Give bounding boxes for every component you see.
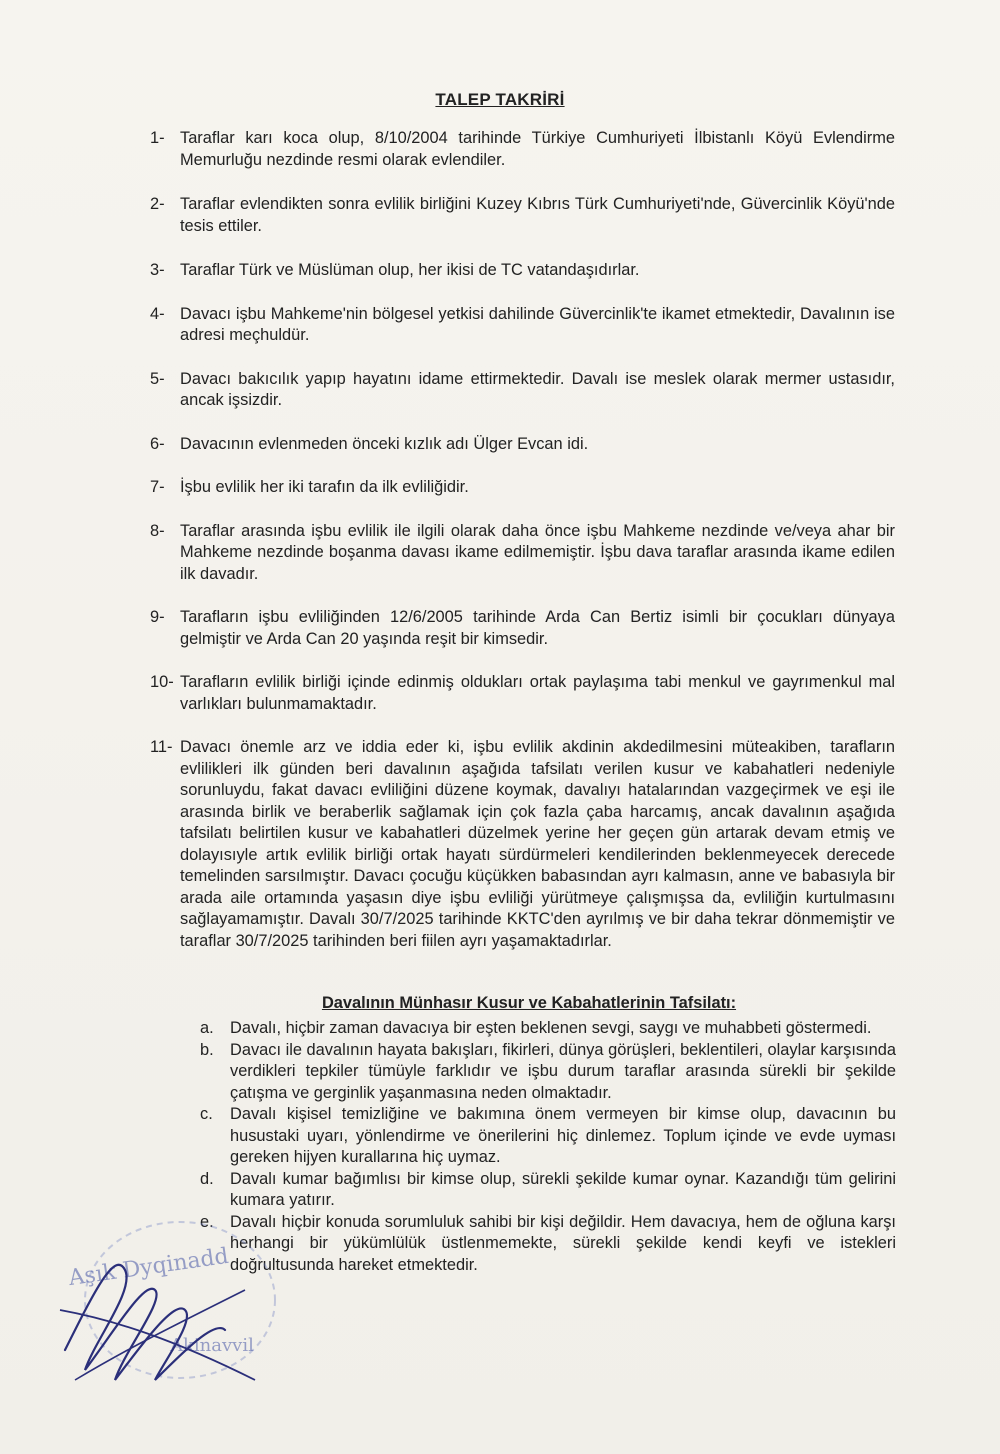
sub-item-letter: a. (200, 1019, 214, 1037)
section-heading: Davalının Münhasır Kusur ve Kabahatlerinin Tafsilatı: (321, 994, 737, 1012)
list-item (150, 369, 895, 412)
sub-item-text: Davalı hiçbir konuda sorumluluk sahibi bir kişi değildir. Hem davacıya, hem de oğluna karşı herhangi bir yükümlülük üstlenmemekte, sürekli şekilde kendi keyfi ve istekleri doğrultusunda hareket etmektedir. (230, 1212, 896, 1274)
item-number: 1- (150, 129, 165, 147)
item-text: Davacı önemle arz ve iddia eder ki, işbu evlilik akdinin akdedilmesini müteakiben, tarafların evlilikleri ilk günden beri davalının aşağıda tafsilatı verilen kusur ve kabahatleri nedeniyle sorunluydu, fakat davacı evliliğini düzene koymak, davalıyı hatalarından vazgeçirmek ve eşi ile arasında birlik ve beraberlik sağlamak için çok fazla çaba harcamış, ancak davalının aşağıda tafsilatı belirtilen kusur ve kabahatleri düzelmek yerine her geçen gün artarak devam etmiş ve dolayısıyle artık evlilik birliği ortak hayatı sürdürmeleri kendilerinden beklenmeyecek derecede temelinden sarsılmıştır. Davacı çocuğu küçükken babasından ayrı kalmasın, anne ve babasıyla bir arada aile ortamında yaşasın diye işbu evliliği yürütmeye çalışmışsa da, evliliğin kurtulmasını sağlayamamıştır. Davalı 30/7/2025 tarihinde KKTC'den ayrılmış ve bir daha tekrar dönmemiştir ve taraflar 30/7/2025 tarihinden beri fiilen ayrı yaşamaktadırlar. (180, 738, 895, 950)
list-item (150, 304, 895, 347)
item-text: Taraflar Türk ve Müslüman olup, her ikisi de TC vatandaşıdırlar. (180, 261, 640, 279)
stamp-text-top: Aşık Dyqinadd (67, 1243, 231, 1292)
item-number: 8- (150, 521, 165, 540)
sub-item (200, 1104, 896, 1169)
sub-item-letter: c. (200, 1105, 213, 1123)
list-item (150, 477, 895, 499)
sub-item (200, 1169, 896, 1212)
list-item (150, 260, 895, 282)
stamp-text-bottom: Akinavvil (170, 1335, 254, 1356)
item-number: 5- (150, 369, 165, 388)
item-number: 4- (150, 304, 165, 323)
list-item (150, 128, 895, 171)
list-item (150, 737, 895, 952)
item-number: 7- (150, 478, 165, 496)
item-number: 11- (150, 738, 173, 756)
item-text: Taraflar arasında işbu evlilik ile ilgili olarak daha önce işbu Mahkeme nezdinde ve/veya ahar bir Mahkeme nezdinde boşanma davası ikame edilmemiştir. İşbu dava taraflar arasında ikame edilen ilk davadır. (180, 521, 895, 583)
item-number: 6- (150, 434, 165, 453)
item-number: 10- (150, 673, 174, 691)
item-text: Taraflar evlendikten sonra evlilik birliğini Kuzey Kıbrıs Türk Cumhuriyeti'nde, Güvercinlik Köyü'nde tesis ettiler. (180, 195, 895, 235)
sub-item-text: Davalı, hiçbir zaman davacıya bir eşten beklenen sevgi, saygı ve muhabbeti göstermedi. (230, 1019, 872, 1037)
sub-item-text: Davalı kumar bağımlısı bir kimse olup, sürekli şekilde kumar oynar. Kazandığı tüm gelirini kumara yatırır. (230, 1169, 896, 1209)
list-item (150, 434, 895, 456)
item-number: 3- (150, 261, 165, 279)
item-number: 9- (150, 608, 165, 626)
list-item (150, 607, 895, 650)
sub-item-text: Davalı kişisel temizliğine ve bakımına önem vermeyen bir kimse olup, davacının bu husustaki uyarı, yönlendirme ve önerilerini hiç dinlemez. Toplum içinde ve evde uyması gereken hijyen kurallarına hiç uymaz. (230, 1105, 896, 1166)
item-text: Davacının evlenmeden önceki kızlık adı Ülger Evcan idi. (180, 434, 589, 453)
item-text: İşbu evlilik her iki tarafın da ilk evliliğidir. (180, 478, 469, 496)
document-title: TALEP TAKRİRİ (435, 90, 565, 109)
sub-item (200, 1040, 896, 1105)
list-item (150, 194, 895, 237)
item-text: Davacı bakıcılık yapıp hayatını idame ettirmektedir. Davalı ise meslek olarak mermer ustasıdır, ancak işsizdir. (180, 369, 895, 409)
item-text: Tarafların evlilik birliği içinde edinmiş oldukları ortak paylaşıma tabi menkul ve gayrımenkul mal varlıkları bulunmamaktadır. (180, 673, 895, 713)
sub-item-letter: d. (200, 1169, 214, 1188)
sub-item-letter: e. (200, 1212, 214, 1231)
list-item (150, 672, 895, 715)
sub-item-text: Davacı ile davalının hayata bakışları, fikirleri, dünya görüşleri, beklentileri, olaylar karşısında verdikleri tepkiler tümüyle farklıdır ve işbu durum taraflar arasında sürekli bir şekilde çatışma ve gerginlik yaşanmasına neden olmaktadır. (230, 1040, 896, 1102)
numbered-list (150, 128, 895, 952)
item-text: Tarafların işbu evliliğinden 12/6/2005 tarihinde Arda Can Bertiz isimli bir çocukları dünyaya gelmiştir ve Arda Can 20 yaşında reşit bir kimsedir. (180, 608, 895, 648)
list-item (150, 521, 895, 586)
item-text: Davacı işbu Mahkeme'nin bölgesel yetkisi dahilinde Güvercinlik'te ikamet etmektedir, Davalının ise adresi meçhuldür. (180, 304, 895, 344)
sub-item (200, 1018, 896, 1040)
item-number: 2- (150, 195, 165, 213)
item-text: Taraflar karı koca olup, 8/10/2004 tarihinde Türkiye Cumhuriyeti İlbistanlı Köyü Evlendirme Memurluğu nezdinde resmi olarak evlendiler. (180, 129, 895, 169)
signature (55, 1230, 275, 1390)
sub-item-letter: b. (200, 1040, 214, 1059)
